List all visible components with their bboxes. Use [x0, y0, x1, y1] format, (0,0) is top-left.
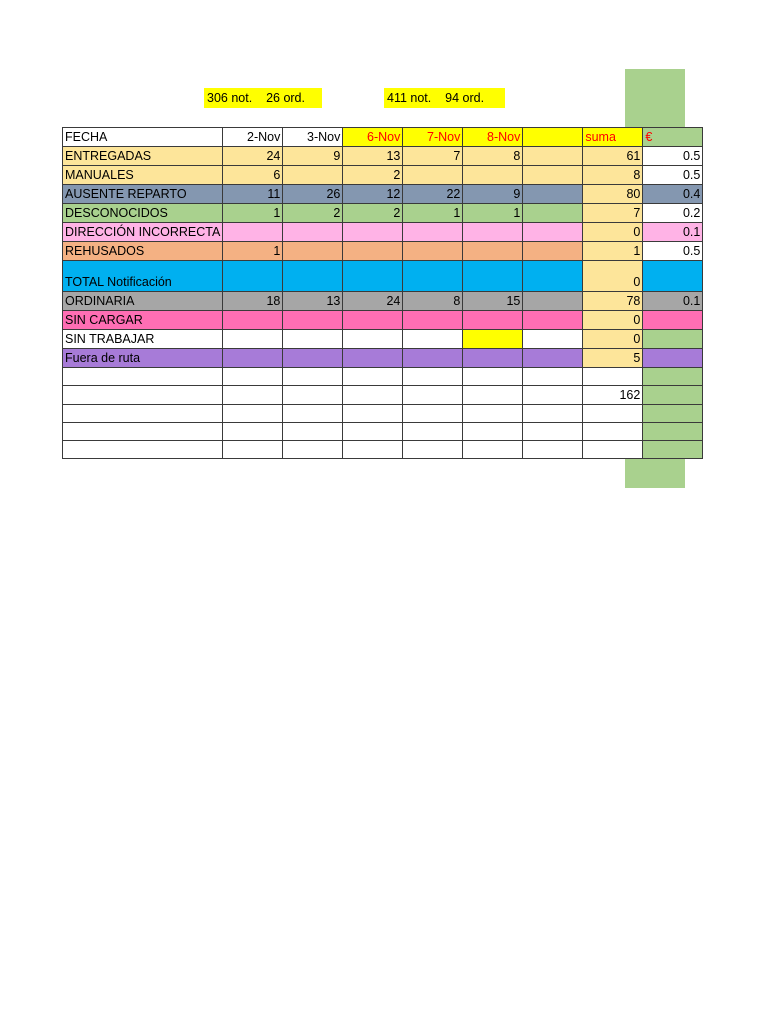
row-label-cell[interactable]: SIN TRABAJAR — [63, 330, 223, 349]
table-row — [63, 405, 703, 423]
value-cell[interactable] — [463, 368, 523, 386]
value-cell[interactable]: 8 — [463, 147, 523, 166]
value-cell[interactable]: 1 — [403, 204, 463, 223]
rate-cell[interactable]: 0.4 — [643, 185, 703, 204]
value-cell[interactable] — [223, 405, 283, 423]
table-row — [63, 311, 703, 330]
value-cell[interactable] — [523, 261, 583, 292]
value-cell[interactable] — [283, 423, 343, 441]
header-date[interactable]: 3-Nov — [283, 128, 343, 147]
value-cell[interactable] — [403, 441, 463, 459]
rate-cell[interactable]: 0.1 — [643, 223, 703, 242]
value-cell[interactable] — [283, 368, 343, 386]
value-cell[interactable] — [523, 147, 583, 166]
value-cell[interactable] — [403, 405, 463, 423]
suma-cell[interactable]: 0 — [583, 261, 643, 292]
value-cell[interactable] — [523, 292, 583, 311]
rate-cell[interactable] — [643, 386, 703, 405]
suma-cell[interactable]: 0 — [583, 223, 643, 242]
rate-cell[interactable] — [643, 261, 703, 292]
suma-cell[interactable]: 162 — [583, 386, 643, 405]
value-cell[interactable]: 24 — [343, 292, 403, 311]
row-label-cell[interactable] — [63, 441, 223, 459]
value-cell[interactable] — [463, 223, 523, 242]
value-cell[interactable] — [343, 405, 403, 423]
value-cell[interactable] — [343, 441, 403, 459]
value-cell[interactable] — [223, 330, 283, 349]
value-cell[interactable] — [283, 441, 343, 459]
rate-cell[interactable] — [643, 405, 703, 423]
value-cell[interactable] — [283, 261, 343, 292]
row-label-cell[interactable]: AUSENTE REPARTO — [63, 185, 223, 204]
delivery-table — [62, 127, 703, 459]
value-cell[interactable] — [403, 349, 463, 368]
value-cell[interactable] — [223, 441, 283, 459]
row-label-cell[interactable]: DESCONOCIDOS — [63, 204, 223, 223]
value-cell[interactable] — [283, 166, 343, 185]
rate-cell[interactable] — [643, 349, 703, 368]
rate-cell[interactable] — [643, 368, 703, 386]
table-row — [63, 242, 703, 261]
value-cell[interactable] — [343, 223, 403, 242]
table-row — [63, 223, 703, 242]
rate-cell[interactable]: 0.1 — [643, 292, 703, 311]
value-cell[interactable] — [523, 386, 583, 405]
value-cell[interactable] — [283, 311, 343, 330]
row-label-cell[interactable]: DIRECCIÓN INCORRECTA — [63, 223, 223, 242]
row-label-cell[interactable]: ORDINARIA — [63, 292, 223, 311]
value-cell[interactable]: 9 — [283, 147, 343, 166]
value-cell[interactable] — [403, 330, 463, 349]
value-cell[interactable] — [223, 349, 283, 368]
value-cell[interactable] — [463, 311, 523, 330]
value-cell[interactable] — [523, 185, 583, 204]
value-cell[interactable]: 13 — [283, 292, 343, 311]
value-cell[interactable]: 11 — [223, 185, 283, 204]
value-cell[interactable] — [523, 204, 583, 223]
value-cell[interactable]: 18 — [223, 292, 283, 311]
value-cell[interactable]: 1 — [463, 204, 523, 223]
suma-cell[interactable]: 5 — [583, 349, 643, 368]
value-cell[interactable] — [523, 242, 583, 261]
rate-cell[interactable] — [643, 441, 703, 459]
value-cell[interactable] — [403, 261, 463, 292]
suma-cell[interactable]: 61 — [583, 147, 643, 166]
value-cell[interactable]: 24 — [223, 147, 283, 166]
table-row — [63, 386, 703, 405]
table-row — [63, 423, 703, 441]
value-cell[interactable] — [523, 223, 583, 242]
suma-cell[interactable]: 1 — [583, 242, 643, 261]
value-cell[interactable] — [403, 223, 463, 242]
suma-cell[interactable]: 8 — [583, 166, 643, 185]
value-cell[interactable] — [343, 423, 403, 441]
summary-note-2: 411 not. 94 ord. — [384, 88, 505, 108]
value-cell[interactable]: 22 — [403, 185, 463, 204]
value-cell[interactable] — [223, 261, 283, 292]
value-cell[interactable] — [283, 223, 343, 242]
value-cell[interactable]: 12 — [343, 185, 403, 204]
value-cell[interactable] — [403, 166, 463, 185]
value-cell[interactable] — [403, 423, 463, 441]
value-cell[interactable]: 1 — [223, 204, 283, 223]
value-cell[interactable] — [343, 311, 403, 330]
value-cell[interactable]: 15 — [463, 292, 523, 311]
value-cell[interactable] — [523, 166, 583, 185]
value-cell[interactable]: 9 — [463, 185, 523, 204]
header-date[interactable]: 6-Nov — [343, 128, 403, 147]
value-cell[interactable] — [523, 405, 583, 423]
suma-cell[interactable]: 78 — [583, 292, 643, 311]
rate-cell[interactable] — [643, 423, 703, 441]
table-row — [63, 292, 703, 311]
suma-cell[interactable]: 0 — [583, 311, 643, 330]
value-cell[interactable]: 2 — [343, 166, 403, 185]
value-cell[interactable] — [283, 386, 343, 405]
value-cell[interactable] — [283, 349, 343, 368]
row-label-cell[interactable] — [63, 368, 223, 386]
table-row — [63, 261, 703, 292]
value-cell[interactable]: 1 — [223, 242, 283, 261]
row-label-cell[interactable] — [63, 405, 223, 423]
value-cell[interactable] — [343, 386, 403, 405]
value-cell[interactable] — [463, 242, 523, 261]
value-cell[interactable] — [283, 330, 343, 349]
value-cell[interactable]: 7 — [403, 147, 463, 166]
value-cell[interactable]: 26 — [283, 185, 343, 204]
suma-cell[interactable] — [583, 423, 643, 441]
suma-cell[interactable]: 0 — [583, 330, 643, 349]
value-cell[interactable] — [523, 311, 583, 330]
suma-cell[interactable] — [583, 368, 643, 386]
table-row — [63, 147, 703, 166]
value-cell[interactable] — [463, 441, 523, 459]
table-row — [63, 204, 703, 223]
value-cell[interactable] — [343, 242, 403, 261]
row-label-cell[interactable] — [63, 423, 223, 441]
value-cell[interactable] — [283, 242, 343, 261]
table-row — [63, 349, 703, 368]
table-row — [63, 185, 703, 204]
rate-cell[interactable]: 0.2 — [643, 204, 703, 223]
row-label-cell[interactable]: ENTREGADAS — [63, 147, 223, 166]
value-cell[interactable] — [343, 368, 403, 386]
row-label-cell[interactable]: MANUALES — [63, 166, 223, 185]
value-cell[interactable] — [223, 311, 283, 330]
value-cell[interactable] — [403, 242, 463, 261]
value-cell[interactable] — [463, 261, 523, 292]
suma-cell[interactable] — [583, 441, 643, 459]
value-cell[interactable] — [463, 349, 523, 368]
table-row — [63, 368, 703, 386]
value-cell[interactable]: 6 — [223, 166, 283, 185]
value-cell[interactable] — [343, 330, 403, 349]
row-label-cell[interactable]: SIN CARGAR — [63, 311, 223, 330]
value-cell[interactable] — [463, 423, 523, 441]
rate-cell[interactable] — [643, 330, 703, 349]
value-cell[interactable] — [223, 223, 283, 242]
value-cell[interactable] — [223, 368, 283, 386]
value-cell[interactable] — [463, 405, 523, 423]
table-row — [63, 166, 703, 185]
row-label-cell[interactable]: REHUSADOS — [63, 242, 223, 261]
value-cell[interactable] — [403, 311, 463, 330]
value-cell[interactable]: 13 — [343, 147, 403, 166]
row-label-cell[interactable] — [63, 386, 223, 405]
table-row — [63, 441, 703, 459]
rate-cell[interactable]: 0.5 — [643, 147, 703, 166]
value-cell[interactable]: 2 — [343, 204, 403, 223]
value-cell[interactable]: 2 — [283, 204, 343, 223]
suma-cell[interactable]: 80 — [583, 185, 643, 204]
value-cell[interactable] — [523, 441, 583, 459]
suma-cell[interactable] — [583, 405, 643, 423]
value-cell[interactable] — [523, 423, 583, 441]
header-row — [63, 128, 703, 147]
suma-cell[interactable]: 7 — [583, 204, 643, 223]
value-cell[interactable] — [223, 423, 283, 441]
value-cell[interactable] — [283, 405, 343, 423]
value-cell[interactable]: 8 — [403, 292, 463, 311]
header-suma[interactable]: suma — [583, 128, 643, 147]
row-label-cell[interactable]: Fuera de ruta — [63, 349, 223, 368]
value-cell[interactable] — [523, 349, 583, 368]
value-cell[interactable] — [523, 330, 583, 349]
value-cell[interactable] — [463, 330, 523, 349]
header-date[interactable]: 7-Nov — [403, 128, 463, 147]
header-date[interactable]: 8-Nov — [463, 128, 523, 147]
header-fecha[interactable]: FECHA — [63, 128, 223, 147]
row-label-cell[interactable]: TOTAL Notificación — [63, 261, 223, 292]
rate-cell[interactable]: 0.5 — [643, 166, 703, 185]
header-date[interactable] — [523, 128, 583, 147]
rate-cell[interactable] — [643, 311, 703, 330]
value-cell[interactable] — [463, 166, 523, 185]
table-row — [63, 330, 703, 349]
summary-note-1: 306 not. 26 ord. — [204, 88, 322, 108]
value-cell[interactable] — [463, 386, 523, 405]
value-cell[interactable] — [223, 386, 283, 405]
header-date[interactable]: 2-Nov — [223, 128, 283, 147]
rate-cell[interactable]: 0.5 — [643, 242, 703, 261]
value-cell[interactable] — [343, 349, 403, 368]
value-cell[interactable] — [343, 261, 403, 292]
value-cell[interactable] — [523, 368, 583, 386]
header-euro[interactable]: € — [643, 128, 703, 147]
value-cell[interactable] — [403, 386, 463, 405]
value-cell[interactable] — [403, 368, 463, 386]
